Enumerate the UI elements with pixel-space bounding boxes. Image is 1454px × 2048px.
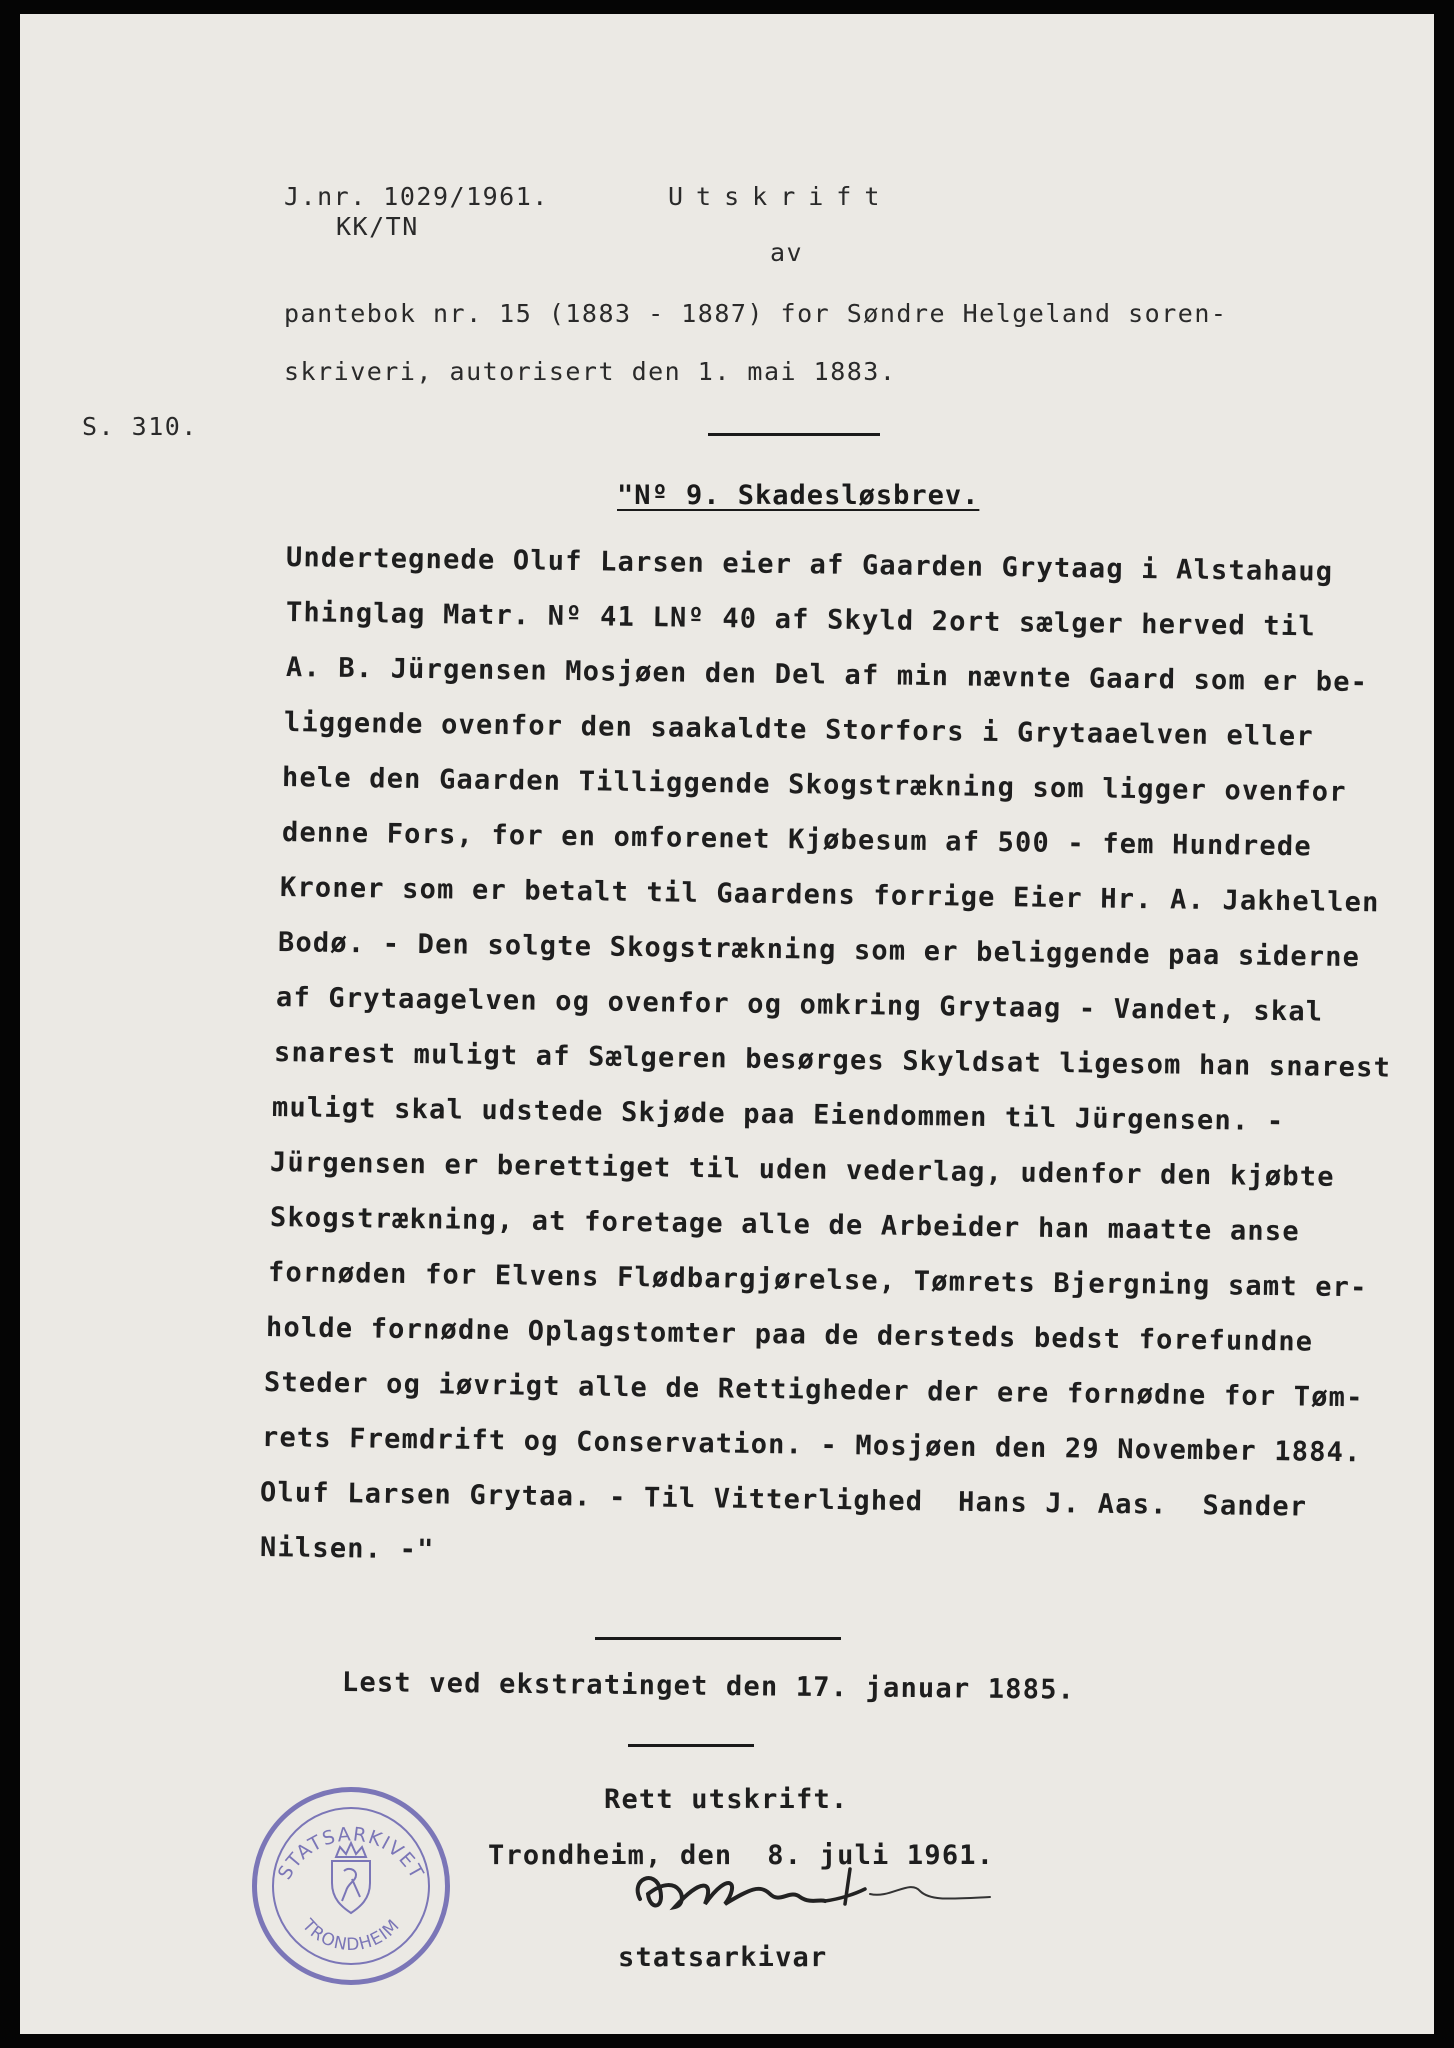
title-av: av bbox=[770, 238, 804, 267]
register-line-2: skriveri, autorisert den 1. mai 1883. bbox=[284, 357, 897, 386]
coat-of-arms-icon bbox=[332, 1843, 370, 1913]
read-note: Lest ved ekstratinget den 17. januar 1885. bbox=[341, 1667, 1076, 1706]
register-line-1: pantebok nr. 15 (1883 - 1887) for Søndre Helgeland soren- bbox=[284, 299, 1228, 328]
entry-line: hele den Gaarden Tilliggende Skogstrækning som ligger ovenfor bbox=[281, 762, 1347, 808]
svg-text:STATSARKIVET: STATSARKIVET bbox=[273, 1823, 429, 1884]
entry-line: muligt skal udstede Skjøde paa Eiendommen til Jürgensen. - bbox=[271, 1092, 1285, 1138]
entry-line: Steder og iøvrigt alle de Rettigheder der ere fornødne for Tøm- bbox=[263, 1367, 1364, 1414]
signer-title: statsarkivar bbox=[618, 1942, 828, 1973]
entry-line: Bodø. - Den solgte Skogstrækning som er beliggende paa siderne bbox=[277, 927, 1361, 974]
certified-copy: Rett utskrift. bbox=[604, 1784, 849, 1815]
entry-line: Nilsen. -" bbox=[259, 1532, 435, 1566]
footer-divider bbox=[628, 1744, 754, 1747]
journal-number: J.nr. 1029/1961. bbox=[284, 182, 549, 211]
entry-line: A. B. Jürgensen Mosjøen den Del af min nævnte Gaard som er be- bbox=[285, 652, 1369, 699]
entry-line: Undertegnede Oluf Larsen eier af Gaarden Grytaag i Alstahaug bbox=[285, 542, 1334, 588]
page-reference: S. 310. bbox=[82, 412, 198, 441]
archive-stamp-graphic bbox=[252, 1787, 450, 1985]
entry-line: liggende ovenfor den saakaldte Storfors i Grytaaelven eller bbox=[283, 707, 1314, 753]
entry-line: Jürgensen er berettiget til uden vederlag, udenfor den kjøbte bbox=[269, 1147, 1335, 1193]
entry-divider bbox=[595, 1637, 841, 1640]
case-initials: KK/TN bbox=[336, 212, 419, 241]
signature bbox=[620, 1849, 1000, 1933]
entry-line: Skogstrækning, at foretage alle de Arbeider han maatte anse bbox=[269, 1202, 1300, 1248]
entry-line: rets Fremdrift og Conservation. - Mosjøen den 29 November 1884. bbox=[261, 1422, 1362, 1469]
entry-line: af Grytaagelven og ovenfor og omkring Grytaag - Vandet, skal bbox=[275, 982, 1324, 1028]
entry-line: Thinglag Matr. Nº 41 LNº 40 af Skyld 2ort sælger herved til bbox=[285, 597, 1316, 643]
entry-line: fornøden for Elvens Flødbargjørelse, Tømrets Bjergning samt er- bbox=[267, 1257, 1368, 1304]
entry-line: Oluf Larsen Grytaa. - Til Vitterlighed Hans J. Aas. Sander bbox=[259, 1477, 1308, 1523]
header-divider bbox=[708, 433, 880, 436]
entry-line: Kroner som er betalt til Gaardens forrige Eier Hr. A. Jakhellen bbox=[279, 872, 1380, 919]
archive-stamp bbox=[252, 1787, 450, 1985]
place-date: Trondheim, den 8. juli 1961. bbox=[488, 1840, 995, 1871]
entry-heading: "Nº 9. Skadesløsbrev. bbox=[617, 480, 980, 511]
entry-line: denne Fors, for en omforenet Kjøbesum af 500 - fem Hundrede bbox=[281, 817, 1312, 863]
document-title: Utskrift bbox=[668, 182, 893, 211]
entry-line: snarest muligt af Sælgeren besørges Skyldsat ligesom han snarest bbox=[273, 1037, 1392, 1084]
svg-text:TRONDHEIM: TRONDHEIM bbox=[297, 1915, 405, 1956]
entry-line: holde fornødne Oplagstomter paa de dersteds bedst forefundne bbox=[265, 1312, 1314, 1358]
document-page bbox=[20, 14, 1434, 2034]
